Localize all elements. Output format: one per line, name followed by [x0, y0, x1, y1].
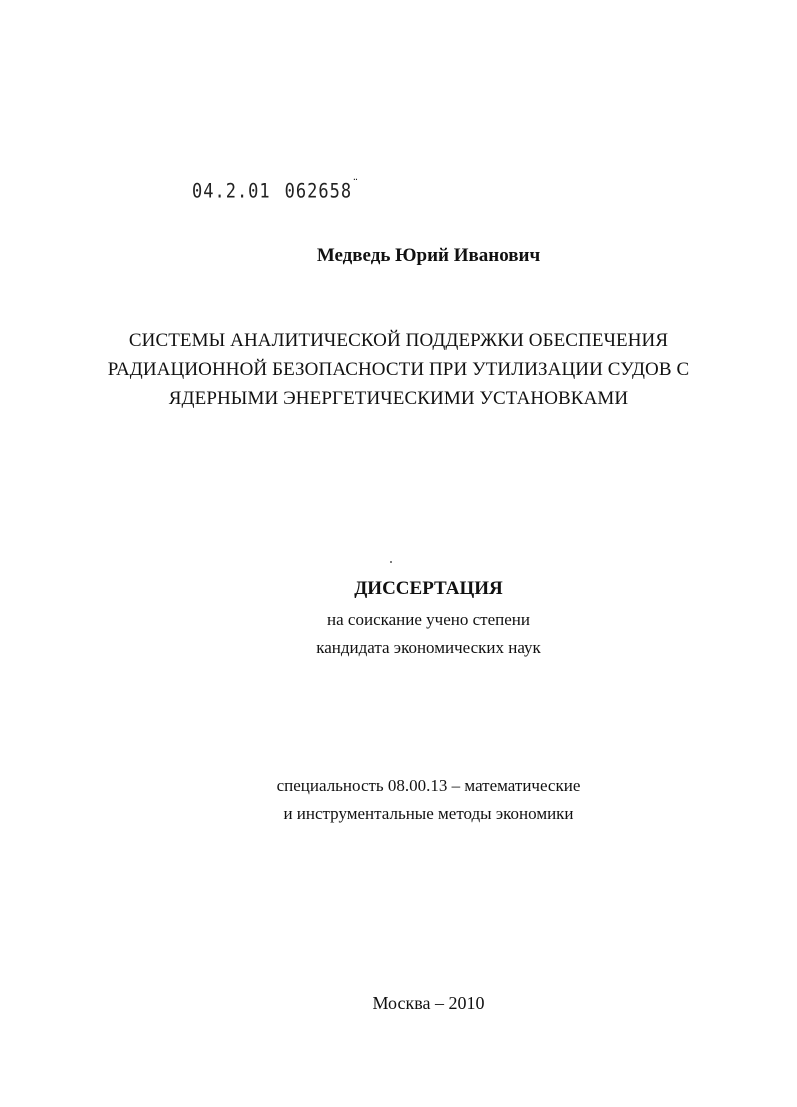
specialty-statement [0, 772, 797, 828]
document-type-heading: ДИССЕРТАЦИЯ [354, 578, 503, 599]
stamp-mark: ¨ [352, 176, 360, 192]
archive-stamp-number [192, 176, 360, 203]
degree-statement [0, 606, 797, 662]
degree-line-1: на соискание учено степени [327, 610, 530, 629]
dissertation-title [0, 326, 797, 413]
title-line-3: ЯДЕРНЫМИ ЭНЕРГЕТИЧЕСКИМИ УСТАНОВКАМИ [168, 388, 629, 409]
title-line-2: РАДИАЦИОННОЙ БЕЗОПАСНОСТИ ПРИ УТИЛИЗАЦИИ СУДОВ С [107, 359, 690, 380]
scan-speck [390, 561, 392, 563]
city-year: Москва – 2010 [372, 993, 485, 1013]
stamp-part-2: 062658 [284, 180, 353, 203]
stamp-part-1: 04.2.01 [192, 180, 271, 203]
author-name: Медведь Юрий Иванович [316, 245, 541, 266]
degree-line-2: кандидата экономических наук [316, 638, 541, 657]
specialty-line-2: и инструментальные методы экономики [283, 804, 574, 823]
specialty-line-1: специальность 08.00.13 – математические [276, 776, 581, 795]
title-line-1: СИСТЕМЫ АНАЛИТИЧЕСКОЙ ПОДДЕРЖКИ ОБЕСПЕЧЕНИЯ [128, 330, 669, 351]
